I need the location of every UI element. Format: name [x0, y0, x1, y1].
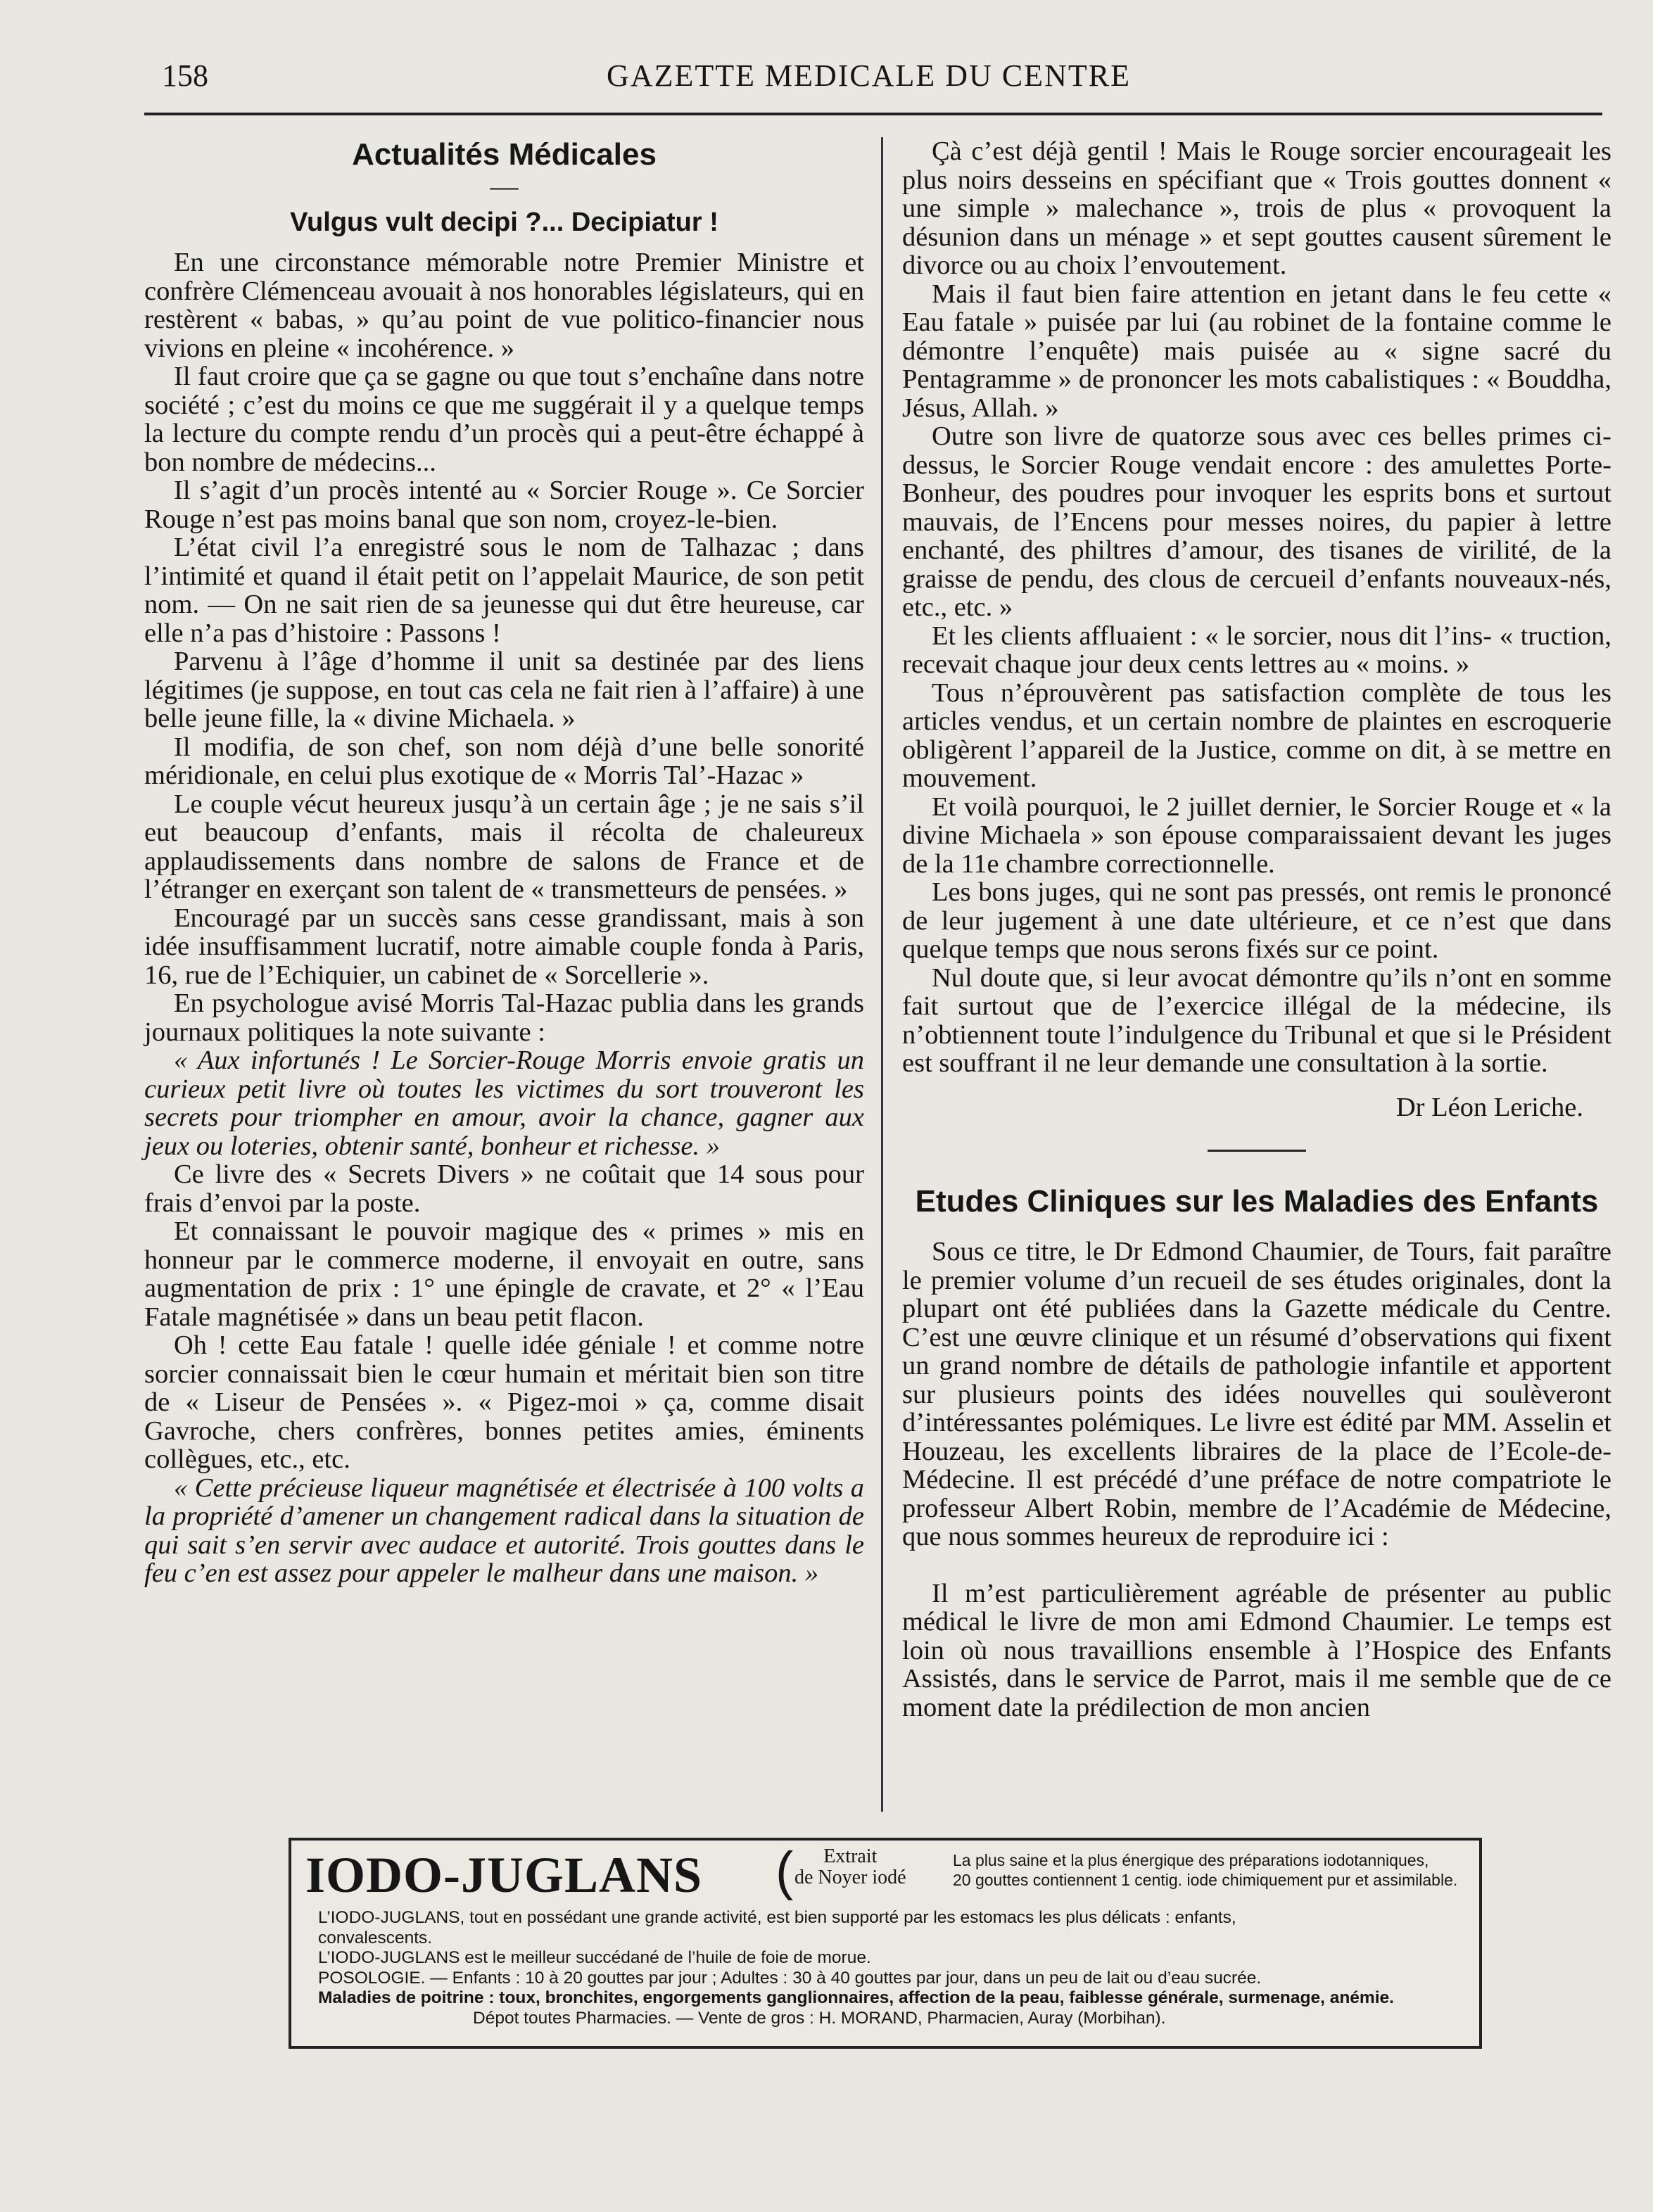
left-column — [144, 137, 864, 1588]
paragraph: Et les clients affluaient : « le sorcier, nous dit l’ins- « truction, recevait chaque jour deux cents lettres au « moins. » — [902, 621, 1611, 679]
journal-title: GAZETTE MEDICALE DU CENTRE — [607, 58, 1131, 93]
ad-line: L’IODO-JUGLANS, tout en possédant une grande activité, est bien supporté par les estomacs les plus délicats : enfants, — [318, 1908, 1236, 1927]
page-number: 158 — [162, 58, 208, 93]
paragraph: Les bons juges, qui ne sont pas pressés, ont remis le prononcé de leur jugement à une date ultérieure, et ce n’est que dans quelque temps que nous serons fixés sur ce point. — [902, 877, 1611, 964]
paragraph: Mais il faut bien faire attention en jetant dans le feu cette « Eau fatale » puisée par lui (au robinet de la fontaine comme le démontre l’enquête) mais puisée au « signe sacré du Pentagramme » de prononcer les mots cabalistiques : « Bouddha, Jésus, Allah. » — [902, 279, 1611, 423]
paragraph: Il s’agit d’un procès intenté au « Sorcier Rouge ». Ce Sorcier Rouge n’est pas moins banal que son nom, croyez-le-bien. — [144, 476, 864, 534]
paragraph: En psychologue avisé Morris Tal-Hazac publia dans les grands journaux politiques la note suivante : — [144, 989, 864, 1047]
ad-tagline-line: 20 gouttes contiennent 1 centig. iode chimiquement pur et assimilable. — [953, 1871, 1458, 1889]
ad-line: convalescents. — [318, 1928, 433, 1947]
paragraph: Encouragé par un succès sans cesse grandissant, mais à son idée insuffisamment lucratif, notre aimable couple fonda à Paris, 16, rue de l’Echiquier, un cabinet de « Sorcellerie ». — [144, 903, 864, 990]
right-column — [902, 137, 1611, 1722]
header-rule — [144, 113, 1602, 115]
paragraph: Il modifia, de son chef, son nom déjà d’une belle sonorité méridionale, en celui plus exotique de « Morris Tal’-Hazac » — [144, 732, 864, 790]
section-title: Etudes Cliniques sur les Maladies des Enfants — [915, 1184, 1599, 1219]
column-divider — [881, 137, 883, 1812]
paragraph: Çà c’est déjà gentil ! Mais le Rouge sorcier encourageait les plus noirs desseins en spécifiant que « Trois gouttes donnent « une simple » malechance », trois de plus « provoquent la désunion dans un ménage » et sept gouttes causent sûrement le divorce ou au choix l’envoutement. — [902, 136, 1611, 280]
ad-extract-line: de Noyer iodé — [794, 1867, 906, 1888]
article-title: Actualités Médicales — [352, 137, 657, 172]
page-header — [141, 58, 1597, 107]
ad-line: POSOLOGIE. — Enfants : 10 à 20 gouttes par jour ; Adultes : 30 à 40 gouttes par jour, dans un peu de lait ou d’eau sucrée. — [318, 1968, 1262, 1988]
ad-tagline — [953, 1850, 1459, 1890]
title-dash: — — [490, 170, 519, 202]
ad-extract-line: Extrait — [823, 1845, 878, 1867]
ad-line: L’IODO-JUGLANS est le meilleur succédané de l’huile de foie de morue. — [318, 1948, 871, 1967]
paragraph: Tous n’éprouvèrent pas satisfaction complète de tous les articles vendus, et un certain nombre de plaintes en escroquerie obligèrent l’appareil de la Justice, comme on dit, à se mettre en mouvement. — [902, 678, 1611, 793]
section-separator — [1208, 1150, 1306, 1152]
ad-brace: ( — [775, 1841, 794, 1901]
paragraph: Oh ! cette Eau fatale ! quelle idée géniale ! et comme notre sorcier connaissait bien le cœur humain et méritait bien son titre de « Liseur de Pensées ». « Pigez-moi » ça, comme disait Gavroche, chers confrères, bonnes petites amies, éminents collègues, etc., etc. — [144, 1330, 864, 1474]
paragraph: Le couple vécut heureux jusqu’à un certain âge ; je ne sais s’il eut beaucoup d’enfants, mais il récolta de chaleureux applaudissements dans nombre de salons de France et de l’étranger en exerçant son talent de « transmetteurs de pensées. » — [144, 789, 864, 904]
paragraph: Et connaissant le pouvoir magique des « primes » mis en honneur par le commerce moderne, il envoyait en outre, sans augmentation de prix : 1° une épingle de cravate, et 2° « l’Eau Fatale magnétisée » dans un beau petit flacon. — [144, 1216, 864, 1332]
ad-tagline-line: La plus saine et la plus énergique des préparations iodotanniques, — [953, 1851, 1429, 1869]
paragraph: Parvenu à l’âge d’homme il unit sa destinée par des liens légitimes (je suppose, en tout cas cela ne fait rien à l’affaire) à une belle jeune fille, la « divine Michaela. » — [144, 647, 864, 733]
ad-extract-label — [794, 1846, 906, 1888]
paragraph: Ce livre des « Secrets Divers » ne coûtait que 14 sous pour frais d’envoi par la poste. — [144, 1159, 864, 1218]
paragraph: Sous ce titre, le Dr Edmond Chaumier, de Tours, fait paraître le premier volume d’un recueil de ses études originales, dont la plupart ont été publiées dans la Gazette médicale du Centre. C’est une œuvre clinique et un résumé d’observations qui fixent un grand nombre de détails de pathologie infantile et apportent sur plusieurs points des idées nouvelles qui soulèveront d’intéressantes polémiques. Le livre est édité par MM. Asselin et Houzeau, les excellents libraires de la place de l’Ecole-de-Médecine. Il est précédé d’une préface de notre compatriote le professeur Albert Robin, membre de l’Académie de Médecine, que nous sommes heureux de reproduire ici : — [902, 1237, 1611, 1551]
quoted-advertisement: « Aux infortunés ! Le Sorcier-Rouge Morris envoie gratis un curieux petit livre où toutes les victimes du sort trouveront les secrets pour triompher en amour, avoir la chance, gagner aux jeux ou loteries, obtenir santé, bonheur et richesse. » — [144, 1045, 864, 1161]
paragraph: En une circonstance mémorable notre Premier Ministre et confrère Clémenceau avouait à nos honorables législateurs, qui en restèrent « babas, » qu’au point de vue politico-financier nous vivions en pleine « incohérence. » — [144, 248, 864, 363]
author-signature: Dr Léon Leriche. — [1395, 1092, 1583, 1122]
quoted-claim: « Cette précieuse liqueur magnétisée et électrisée à 100 volts a la propriété d’amener un changement radical dans la situation de qui sait s’en servir avec audace et autorité. Trois gouttes dans le feu c’en est assez pour appeler le malheur dans une maison. » — [144, 1473, 864, 1588]
paragraph: L’état civil l’a enregistré sous le nom de Talhazac ; dans l’intimité et quand il était petit on l’appelait Maurice, de son petit nom. — On ne sait rien de sa jeunesse qui dut être heureuse, car elle n’a pas d’histoire : Passons ! — [144, 533, 864, 648]
paragraph: Il m’est particulièrement agréable de présenter au public médical le livre de mon ami Edmond Chaumier. Le temps est loin où nous travaillions ensemble à l’Hospice des Enfants Assistés, dans le service de Parrot, mais il me semble que de ce moment date la prédilection de mon ancien — [902, 1578, 1611, 1722]
ad-body — [318, 1908, 1464, 2028]
paragraph: Outre son livre de quatorze sous avec ces belles primes ci-dessus, le Sorcier Rouge vendait encore : des amulettes Porte-Bonheur, des poudres pour invoquer les esprits bons et surtout mauvais, de l’Encens pour messes noires, du papier à lettre enchanté, des philtres d’amour, des tisanes de virilité, de la graisse de pendu, des clous de cercueil d’enfants nouveaux-nés, etc., etc. » — [902, 421, 1611, 622]
advertisement-box — [289, 1838, 1482, 2049]
paragraph: Et voilà pourquoi, le 2 juillet dernier, le Sorcier Rouge et « la divine Michaela » son épouse comparaissaient devant les juges de la 11e chambre correctionnelle. — [902, 792, 1611, 879]
article-subtitle: Vulgus vult decipi ?... Decipiatur ! — [290, 208, 718, 237]
paragraph: Il faut croire que ça se gagne ou que tout s’enchaîne dans notre société ; c’est du moins ce que me suggérait il y a quelque temps la lecture du compte rendu d’un procès qui a peut-être échappé à bon nombre de médecins... — [144, 362, 864, 477]
ad-line: Dépot toutes Pharmacies. — Vente de gros : H. MORAND, Pharmacien, Auray (Morbihan). — [473, 2008, 1166, 2028]
paragraph-gap — [902, 1551, 1611, 1579]
paragraph: Nul doute que, si leur avocat démontre qu’ils n’ont en somme fait surtout que de l’exercice illégal de la médecine, ils n’obtiennent toute l’indulgence du Tribunal et que si le Président est souffrant il ne leur demande une consultation à la sortie. — [902, 962, 1611, 1078]
ad-line: Maladies de poitrine : toux, bronchites, engorgements ganglionnaires, affection de la peau, faiblesse générale, surmenage, anémie. — [318, 1988, 1394, 2007]
ad-brand-name: IODO-JUGLANS — [305, 1847, 703, 1903]
